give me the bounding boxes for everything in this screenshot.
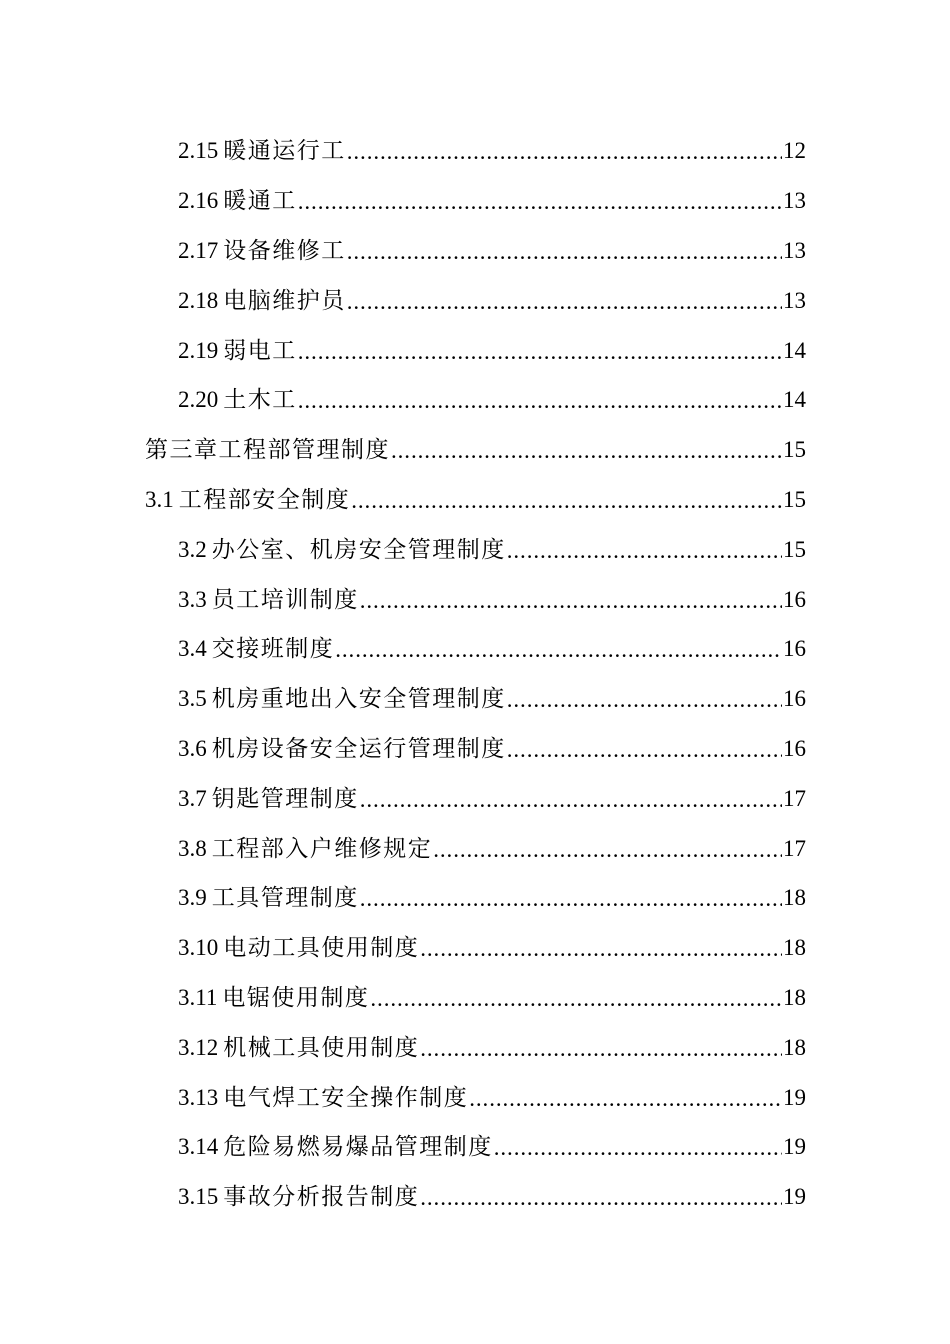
toc-page-number: 16 — [783, 735, 806, 761]
toc-entry-number: 3.9 — [178, 885, 207, 911]
toc-entry[interactable] — [178, 275, 806, 325]
toc-entry-number: 3.15 — [178, 1184, 219, 1210]
toc-entry-number: 2.20 — [178, 387, 219, 413]
toc-entry-title: 暖通工 — [223, 188, 297, 214]
toc-entry-number: 3.14 — [178, 1134, 219, 1160]
toc-dot-leader — [420, 1037, 782, 1060]
toc-entry-title: 工程部入户维修规定 — [211, 835, 433, 861]
toc-page-number: 15 — [783, 437, 806, 463]
toc-page-number: 13 — [783, 188, 806, 214]
toc-entry-title: 暖通运行工 — [223, 138, 346, 164]
toc-entry[interactable] — [178, 226, 806, 276]
toc-entry-title: 员工培训制度 — [211, 586, 359, 612]
toc-dot-leader — [335, 638, 782, 661]
toc-entry[interactable] — [145, 475, 806, 525]
toc-page-number: 15 — [783, 486, 806, 512]
toc-dot-leader — [360, 788, 782, 811]
toc-entry-title: 弱电工 — [223, 337, 297, 363]
toc-page-number: 14 — [783, 337, 806, 363]
toc-entry-title: 危险易燃易爆品管理制度 — [223, 1134, 493, 1160]
toc-dot-leader — [347, 290, 782, 313]
toc-entry-number: 2.15 — [178, 138, 219, 164]
toc-entry[interactable] — [178, 1072, 806, 1122]
toc-entry[interactable] — [178, 176, 806, 226]
toc-entry-number: 3.13 — [178, 1084, 219, 1110]
toc-page-number: 15 — [783, 536, 806, 562]
table-of-contents — [0, 126, 950, 1222]
toc-entry[interactable] — [178, 674, 806, 724]
toc-entry-number: 3.5 — [178, 686, 207, 712]
toc-entry-number: 2.18 — [178, 287, 219, 313]
toc-page-number: 13 — [783, 287, 806, 313]
toc-entry[interactable] — [178, 773, 806, 823]
toc-page-number: 18 — [783, 1034, 806, 1060]
toc-dot-leader — [433, 838, 782, 861]
toc-entry-number: 3.8 — [178, 835, 207, 861]
toc-entry[interactable] — [178, 375, 806, 425]
toc-entry-number: 3.2 — [178, 536, 207, 562]
toc-entry[interactable] — [178, 923, 806, 973]
toc-entry[interactable] — [178, 1022, 806, 1072]
toc-dot-leader — [420, 1186, 782, 1209]
toc-dot-leader — [507, 738, 782, 761]
toc-page-number: 16 — [783, 586, 806, 612]
toc-entry[interactable] — [178, 624, 806, 674]
toc-dot-leader — [420, 937, 782, 960]
toc-entry-number: 3.1 — [145, 486, 174, 512]
toc-page-number: 19 — [783, 1084, 806, 1110]
toc-entry-number: 3.10 — [178, 935, 219, 961]
toc-entry-title: 机房重地出入安全管理制度 — [211, 686, 506, 712]
toc-entry-title: 电动工具使用制度 — [223, 935, 420, 961]
toc-entry-number: 2.19 — [178, 337, 219, 363]
toc-dot-leader — [360, 589, 782, 612]
toc-entry-title: 电气焊工安全操作制度 — [223, 1084, 469, 1110]
toc-entry-title: 工程部安全制度 — [178, 486, 351, 512]
toc-dot-leader — [298, 389, 782, 412]
toc-entry-title: 交接班制度 — [211, 636, 335, 662]
toc-chapter-entry[interactable] — [145, 425, 806, 475]
toc-entry-title: 钥匙管理制度 — [211, 785, 359, 811]
toc-dot-leader — [360, 887, 782, 910]
toc-dot-leader — [351, 489, 782, 512]
toc-dot-leader — [494, 1136, 782, 1159]
toc-entry-number: 3.11 — [178, 984, 218, 1010]
toc-page-number: 16 — [783, 636, 806, 662]
toc-entry-title: 事故分析报告制度 — [223, 1184, 420, 1210]
toc-entry-title: 机房设备安全运行管理制度 — [211, 735, 506, 761]
toc-entry-title: 工具管理制度 — [211, 885, 359, 911]
toc-entry-title: 设备维修工 — [223, 237, 346, 263]
toc-page-number: 19 — [783, 1184, 806, 1210]
toc-entry[interactable] — [178, 1122, 806, 1172]
toc-dot-leader — [347, 140, 782, 163]
toc-entry-title: 办公室、机房安全管理制度 — [211, 536, 506, 562]
toc-entry-number: 3.7 — [178, 785, 207, 811]
toc-entry[interactable] — [178, 1172, 806, 1222]
toc-page-number: 16 — [783, 686, 806, 712]
toc-page-number: 18 — [783, 935, 806, 961]
toc-page-number: 13 — [783, 237, 806, 263]
toc-entry-title: 电脑维护员 — [223, 287, 346, 313]
toc-page-number: 17 — [783, 835, 806, 861]
toc-entry[interactable] — [178, 325, 806, 375]
toc-dot-leader — [298, 340, 782, 363]
toc-entry-number: 3.3 — [178, 586, 207, 612]
toc-entry-title: 土木工 — [223, 387, 297, 413]
toc-page-number: 12 — [783, 138, 806, 164]
toc-dot-leader — [298, 190, 782, 213]
toc-entry-number: 2.16 — [178, 188, 219, 214]
toc-page-number: 18 — [783, 984, 806, 1010]
toc-dot-leader — [347, 240, 782, 263]
toc-entry-title: 电锯使用制度 — [222, 984, 370, 1010]
toc-entry-number: 3.4 — [178, 636, 207, 662]
toc-dot-leader — [370, 987, 782, 1010]
toc-entry-title: 机械工具使用制度 — [223, 1034, 420, 1060]
toc-entry-number: 2.17 — [178, 237, 219, 263]
toc-entry[interactable] — [178, 724, 806, 774]
toc-entry[interactable] — [178, 873, 806, 923]
toc-dot-leader — [507, 688, 782, 711]
toc-chapter-title: 第三章工程部管理制度 — [145, 437, 390, 463]
toc-entry[interactable] — [178, 823, 806, 873]
toc-page-number: 14 — [783, 387, 806, 413]
toc-page-number: 17 — [783, 785, 806, 811]
toc-dot-leader — [391, 439, 782, 462]
toc-dot-leader — [469, 1087, 782, 1110]
toc-entry[interactable] — [178, 574, 806, 624]
toc-dot-leader — [507, 539, 782, 562]
toc-page-number: 18 — [783, 885, 806, 911]
toc-entry-number: 3.6 — [178, 735, 207, 761]
toc-entry[interactable] — [178, 126, 806, 176]
toc-entry[interactable] — [178, 973, 806, 1023]
toc-entry-number: 3.12 — [178, 1034, 219, 1060]
toc-page-number: 19 — [783, 1134, 806, 1160]
toc-entry[interactable] — [178, 524, 806, 574]
